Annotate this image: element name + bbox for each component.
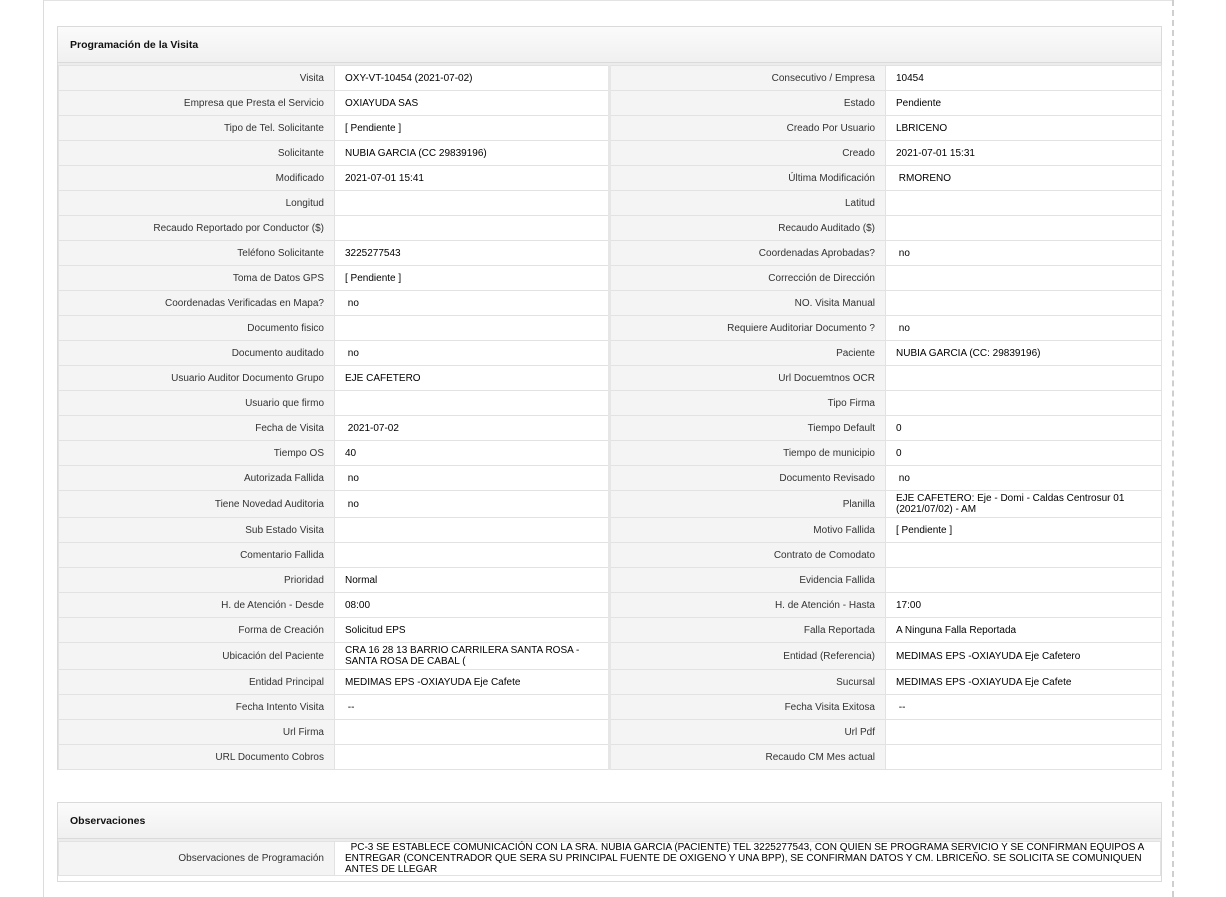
field-label: Tiene Novedad Auditoria <box>59 491 335 518</box>
field-label: Autorizada Fallida <box>59 466 335 491</box>
field-value: Solicitud EPS <box>335 618 610 643</box>
field-value: -- <box>886 695 1162 720</box>
field-label: Coordenadas Aprobadas? <box>610 241 886 266</box>
field-label: URL Documento Cobros <box>59 745 335 770</box>
field-value: [ Pendiente ] <box>335 116 610 141</box>
field-value: OXY-VT-10454 (2021-07-02) <box>335 66 610 91</box>
table-row <box>59 593 1162 618</box>
field-value: NUBIA GARCIA (CC: 29839196) <box>886 341 1162 366</box>
field-label: Paciente <box>610 341 886 366</box>
table-row <box>59 670 1162 695</box>
field-value: 0 <box>886 416 1162 441</box>
field-value: 17:00 <box>886 593 1162 618</box>
programacion-table-body <box>59 66 1162 770</box>
table-row <box>59 66 1162 91</box>
field-value <box>886 216 1162 241</box>
field-value: 3225277543 <box>335 241 610 266</box>
field-label: Forma de Creación <box>59 618 335 643</box>
table-row <box>59 391 1162 416</box>
field-label: Tiempo OS <box>59 441 335 466</box>
field-value: EJE CAFETERO <box>335 366 610 391</box>
table-row <box>59 141 1162 166</box>
table-row <box>59 643 1162 670</box>
field-label: Url Docuemtnos OCR <box>610 366 886 391</box>
field-label: Comentario Fallida <box>59 543 335 568</box>
field-label: Tipo de Tel. Solicitante <box>59 116 335 141</box>
field-value <box>886 745 1162 770</box>
field-value: -- <box>335 695 610 720</box>
field-value: CRA 16 28 13 BARRIO CARRILERA SANTA ROSA - SANTA ROSA DE CABAL ( <box>335 643 610 670</box>
field-label: Sub Estado Visita <box>59 518 335 543</box>
field-value <box>886 191 1162 216</box>
field-label: Planilla <box>610 491 886 518</box>
table-row <box>59 491 1162 518</box>
table-row <box>59 618 1162 643</box>
programacion-panel-title: Programación de la Visita <box>58 27 1161 63</box>
field-label: Toma de Datos GPS <box>59 266 335 291</box>
field-label: Url Pdf <box>610 720 886 745</box>
table-row <box>59 366 1162 391</box>
field-label: Documento auditado <box>59 341 335 366</box>
table-row <box>59 518 1162 543</box>
table-row <box>59 91 1162 116</box>
page-left-border <box>43 0 44 897</box>
table-row <box>59 842 1161 876</box>
field-label: Entidad Principal <box>59 670 335 695</box>
field-value: Pendiente <box>886 91 1162 116</box>
field-value: RMORENO <box>886 166 1162 191</box>
field-value <box>335 316 610 341</box>
field-label: Ubicación del Paciente <box>59 643 335 670</box>
field-value: [ Pendiente ] <box>886 518 1162 543</box>
table-row <box>59 166 1162 191</box>
field-label: Usuario Auditor Documento Grupo <box>59 366 335 391</box>
field-label: Tiempo de municipio <box>610 441 886 466</box>
field-value: Normal <box>335 568 610 593</box>
field-value <box>335 720 610 745</box>
field-label: Creado Por Usuario <box>610 116 886 141</box>
field-label: Evidencia Fallida <box>610 568 886 593</box>
table-row <box>59 241 1162 266</box>
field-label: Entidad (Referencia) <box>610 643 886 670</box>
field-label: Contrato de Comodato <box>610 543 886 568</box>
field-label: Última Modificación <box>610 166 886 191</box>
field-value: LBRICENO <box>886 116 1162 141</box>
field-label: Teléfono Solicitante <box>59 241 335 266</box>
table-row <box>59 568 1162 593</box>
field-value: no <box>886 466 1162 491</box>
field-value: MEDIMAS EPS -OXIAYUDA Eje Cafete <box>886 670 1162 695</box>
field-label: Requiere Auditoriar Documento ? <box>610 316 886 341</box>
table-row <box>59 191 1162 216</box>
table-row <box>59 116 1162 141</box>
observaciones-panel <box>57 802 1162 882</box>
field-label: Coordenadas Verificadas en Mapa? <box>59 291 335 316</box>
field-value: no <box>335 291 610 316</box>
field-label: Prioridad <box>59 568 335 593</box>
field-label: H. de Atención - Desde <box>59 593 335 618</box>
field-value: no <box>886 316 1162 341</box>
observaciones-label: Observaciones de Programación <box>59 842 335 876</box>
field-value <box>335 191 610 216</box>
field-value: 08:00 <box>335 593 610 618</box>
page-right-dashed-border <box>1172 0 1174 897</box>
field-label: Visita <box>59 66 335 91</box>
field-value: EJE CAFETERO: Eje - Domi - Caldas Centrosur 01 (2021/07/02) - AM <box>886 491 1162 518</box>
field-label: Corrección de Dirección <box>610 266 886 291</box>
field-value <box>886 266 1162 291</box>
field-value: no <box>335 466 610 491</box>
field-value <box>335 745 610 770</box>
field-value <box>886 291 1162 316</box>
field-value: 40 <box>335 441 610 466</box>
field-label: Empresa que Presta el Servicio <box>59 91 335 116</box>
field-label: Recaudo CM Mes actual <box>610 745 886 770</box>
table-row <box>59 216 1162 241</box>
field-value: A Ninguna Falla Reportada <box>886 618 1162 643</box>
field-label: NO. Visita Manual <box>610 291 886 316</box>
field-label: Consecutivo / Empresa <box>610 66 886 91</box>
field-label: Fecha de Visita <box>59 416 335 441</box>
field-label: Longitud <box>59 191 335 216</box>
page-top-border <box>44 0 1172 1</box>
field-value <box>886 568 1162 593</box>
field-value <box>335 216 610 241</box>
field-label: Creado <box>610 141 886 166</box>
table-row <box>59 266 1162 291</box>
table-row <box>59 341 1162 366</box>
field-value: MEDIMAS EPS -OXIAYUDA Eje Cafetero <box>886 643 1162 670</box>
field-label: Recaudo Reportado por Conductor ($) <box>59 216 335 241</box>
field-value: 2021-07-02 <box>335 416 610 441</box>
field-value <box>335 518 610 543</box>
table-row <box>59 441 1162 466</box>
field-value: no <box>335 341 610 366</box>
field-label: Documento Revisado <box>610 466 886 491</box>
field-label: Motivo Fallida <box>610 518 886 543</box>
field-value <box>886 391 1162 416</box>
field-value: 2021-07-01 15:41 <box>335 166 610 191</box>
field-value: 10454 <box>886 66 1162 91</box>
field-label: Url Firma <box>59 720 335 745</box>
field-value <box>886 543 1162 568</box>
field-label: Fecha Intento Visita <box>59 695 335 720</box>
field-value: 2021-07-01 15:31 <box>886 141 1162 166</box>
table-row <box>59 720 1162 745</box>
field-label: Sucursal <box>610 670 886 695</box>
field-label: Solicitante <box>59 141 335 166</box>
field-label: Latitud <box>610 191 886 216</box>
programacion-details-table <box>58 65 1162 770</box>
field-label: Tiempo Default <box>610 416 886 441</box>
table-row <box>59 316 1162 341</box>
field-value: no <box>886 241 1162 266</box>
field-label: Recaudo Auditado ($) <box>610 216 886 241</box>
field-value <box>886 366 1162 391</box>
field-value <box>335 391 610 416</box>
field-value <box>335 543 610 568</box>
table-row <box>59 291 1162 316</box>
field-value: [ Pendiente ] <box>335 266 610 291</box>
table-row <box>59 745 1162 770</box>
table-row <box>59 416 1162 441</box>
table-row <box>59 695 1162 720</box>
field-value: OXIAYUDA SAS <box>335 91 610 116</box>
field-value: 0 <box>886 441 1162 466</box>
field-label: Usuario que firmo <box>59 391 335 416</box>
observaciones-text: PC-3 SE ESTABLECE COMUNICACIÓN CON LA SRA. NUBIA GARCIA (PACIENTE) TEL 3225277543, CON QUIEN SE PROGRAMA SERVICIO Y SE CONFIRMAN EQUIPOS A ENTREGAR (CONCENTRADOR QUE SERA SU PRINCIPAL FUENTE DE OXIGENO Y UNA BPP), SE CONFIRMAN DATOS Y CM. LBRICEÑO. SE SOLICITA SE COMUNIQUEN ANTES DE LLEGAR <box>335 842 1161 876</box>
field-label: Estado <box>610 91 886 116</box>
field-label: Fecha Visita Exitosa <box>610 695 886 720</box>
observaciones-table <box>58 841 1161 876</box>
field-label: Falla Reportada <box>610 618 886 643</box>
table-row <box>59 466 1162 491</box>
table-row <box>59 543 1162 568</box>
field-value: MEDIMAS EPS -OXIAYUDA Eje Cafete <box>335 670 610 695</box>
field-label: Documento fisico <box>59 316 335 341</box>
field-label: H. de Atención - Hasta <box>610 593 886 618</box>
field-label: Tipo Firma <box>610 391 886 416</box>
programacion-panel <box>57 26 1162 770</box>
field-value: no <box>335 491 610 518</box>
field-label: Modificado <box>59 166 335 191</box>
observaciones-panel-title: Observaciones <box>58 803 1161 839</box>
field-value <box>886 720 1162 745</box>
field-value: NUBIA GARCIA (CC 29839196) <box>335 141 610 166</box>
